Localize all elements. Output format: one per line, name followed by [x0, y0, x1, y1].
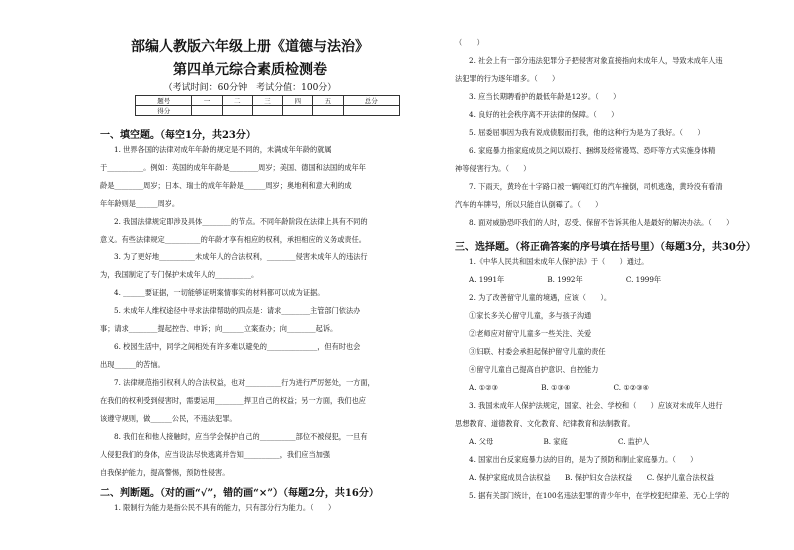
question-line: 法犯罪的行为逐年增多。（ ）: [455, 74, 560, 83]
question-line: 事；请求________提起控告、申诉；向______立案查办；向________起诉。: [100, 324, 338, 333]
exam-subtitle: 第四单元综合素质检测卷: [173, 62, 327, 78]
question-line: 4. 国家出台反家庭暴力法的目的，是为了预防和制止家庭暴力。（ ）: [469, 455, 698, 464]
question-line: 7. 法律规范指引权利人的合法权益，也对__________行为进行严厉惩处，一方面，: [114, 378, 375, 387]
question-line: 年年龄则是______周岁。: [100, 199, 180, 208]
score-header-cell: 总分: [343, 96, 399, 106]
question-line: 8. 面对威胁恐吓我们的人时，忍受、保留不告诉其他人是最好的解决办法。（ ）: [469, 218, 734, 227]
score-header-cell: 五: [313, 96, 343, 106]
question-line: 7. 下雨天，黄玲在十字路口被一辆闯红灯的汽车撞倒，司机逃逸，黄玲没有看清: [469, 182, 723, 191]
question-line: 2. 为了改善留守儿童的境遇，应该（ ）。: [469, 293, 612, 302]
option-line: A. 1991年 B. 1992年 C. 1999年: [469, 275, 662, 284]
question-line: 龄是________周岁；日本、瑞士的成年年龄是______周岁；奥地利和意大利的成: [100, 181, 352, 190]
option-line: A. 父母 B. 家庭 C. 监护人: [469, 437, 650, 446]
option-line: A. 保护家庭成员合法权益 B. 保护妇女合法权益 C. 保护儿童合法权益: [469, 473, 715, 482]
question-line: 于__________。例如：英国的成年年龄是________周岁；美国、德国和法国的成年年: [100, 163, 366, 172]
question-line: 思想教育、道德教育、文化教育、纪律教育和法制教育。: [455, 419, 635, 428]
score-cell: [283, 106, 313, 116]
question-line: 6. 家庭暴力指家庭成员之间以殴打、捆绑及经常谩骂、恐吓等方式实施身体精: [469, 146, 716, 155]
question-line: 为，我国制定了专门保护未成年人的__________。: [100, 270, 259, 279]
question-line: 1. 世界各国的法律对成年年龄的规定是不同的，未满成年年龄的就属: [114, 145, 332, 154]
question-line: 8. 我们在和他人接触时，应当学会保护自己的__________部位不被侵犯，一旦有: [114, 432, 368, 441]
question-line: 1. 限制行为能力是指公民不具有的能力，只有部分行为能力。（ ）: [114, 503, 336, 512]
question-line: 1.《中华人民共和国未成年人保护法》于（ ）通过。: [469, 257, 649, 266]
question-line: 意义。有些法律规定__________的年龄才享有相应的权利，承担相应的义务或责任。: [100, 235, 366, 244]
question-line: 该遵守规则，做______公民，不违法犯罪。: [100, 414, 237, 423]
score-header-cell: 一: [192, 96, 222, 106]
question-line: 神等侵害行为。（ ）: [455, 164, 531, 173]
score-cell: [222, 106, 252, 116]
question-line: 5. 未成年人维权途径中寻求法律帮助的四点是：请求________主管部门依法办: [114, 306, 361, 315]
score-cell: [192, 106, 222, 116]
question-line: 4. 良好的社会秩序离不开法律的保障。（ ）: [469, 110, 619, 119]
score-header-cell: 题号: [136, 96, 192, 106]
score-row-label: 得分: [136, 106, 192, 116]
score-header-cell: 三: [252, 96, 282, 106]
exam-info: （考试时间：60分钟 考试分值：100分）: [163, 83, 337, 93]
section-heading-true-false: 二、判断题。（对的画“√”，错的画“×”）（每题2分，共16分）: [100, 488, 379, 499]
question-line: 3. 为了更好地__________未成年人的合法权利，________侵害未成年人的违法行: [114, 252, 368, 261]
question-line: 6. 校园生活中，同学之间相处有许多难以避免的______________，但有时也会: [114, 342, 361, 351]
section-heading-multiple-choice: 三、选择题。（将正确答案的序号填在括号里）（每题3分，共30分）: [455, 242, 756, 253]
option-line: A. ①②③ B. ①③④ C. ①②③④: [469, 383, 650, 392]
option-line: ④留守儿童自己提高自护意识、自控能力: [469, 365, 599, 374]
score-table-header-row: [136, 96, 400, 106]
question-line: 人侵犯我们的身体，应当设法尽快逃离并告知__________，我们应当加强: [100, 450, 331, 459]
question-line: 出现______的苦恼。: [100, 360, 165, 369]
question-line: 5. 据有关部门统计，在100名违法犯罪的青少年中，在学校犯纪律差、无心上学的: [469, 491, 730, 500]
score-cell: [343, 106, 399, 116]
question-line: 3. 应当长期聘看护的最低年龄是12岁。（ ）: [469, 92, 621, 101]
question-line: 3. 我国未成年人保护法规定，国家、社会、学校和（ ）应该对未成年人进行: [469, 401, 723, 410]
question-line: 自我保护能力，提高警惕，预防性侵害。: [100, 468, 230, 477]
score-cell: [252, 106, 282, 116]
score-header-cell: 四: [283, 96, 313, 106]
option-line: ②老师应对留守儿童多一些关注、关爱: [469, 329, 592, 338]
question-line: 2. 社会上有一部分违法犯罪分子把侵害对象直接指向未成年人，导致未成年人违: [469, 56, 723, 65]
question-line: 汽车的车牌号，所以只能自认倒霉了。（ ）: [455, 200, 603, 209]
section-heading-fill-blank: 一、填空题。（每空1分，共23分）: [100, 130, 256, 141]
question-line: 在我们的权利受到侵害时，需要运用________捍卫自己的权益；另一方面，我们也应: [100, 396, 366, 405]
score-header-cell: 二: [222, 96, 252, 106]
score-table: [135, 95, 400, 116]
exam-title: 部编人教版六年级上册《道德与法治》: [131, 39, 369, 55]
score-table-score-row: [136, 106, 400, 116]
question-line: （ ）: [455, 38, 484, 47]
option-line: ③妇联、村委会承担起保护留守儿童的责任: [469, 347, 606, 356]
question-line: 5. 屈委屈事因为我有说成债服而打我，他的这种行为是为了我好。（ ）: [469, 128, 705, 137]
score-cell: [313, 106, 343, 116]
question-line: 2. 我国法律规定即涉及具体________的节点。不同年龄阶段在法律上具有不同的: [114, 217, 368, 226]
option-line: ①家长多关心留守儿童，多与孩子沟通: [469, 311, 592, 320]
question-line: 4. ______要证据，一切能够证明案情事实的材料都可以成为证据。: [114, 288, 325, 297]
